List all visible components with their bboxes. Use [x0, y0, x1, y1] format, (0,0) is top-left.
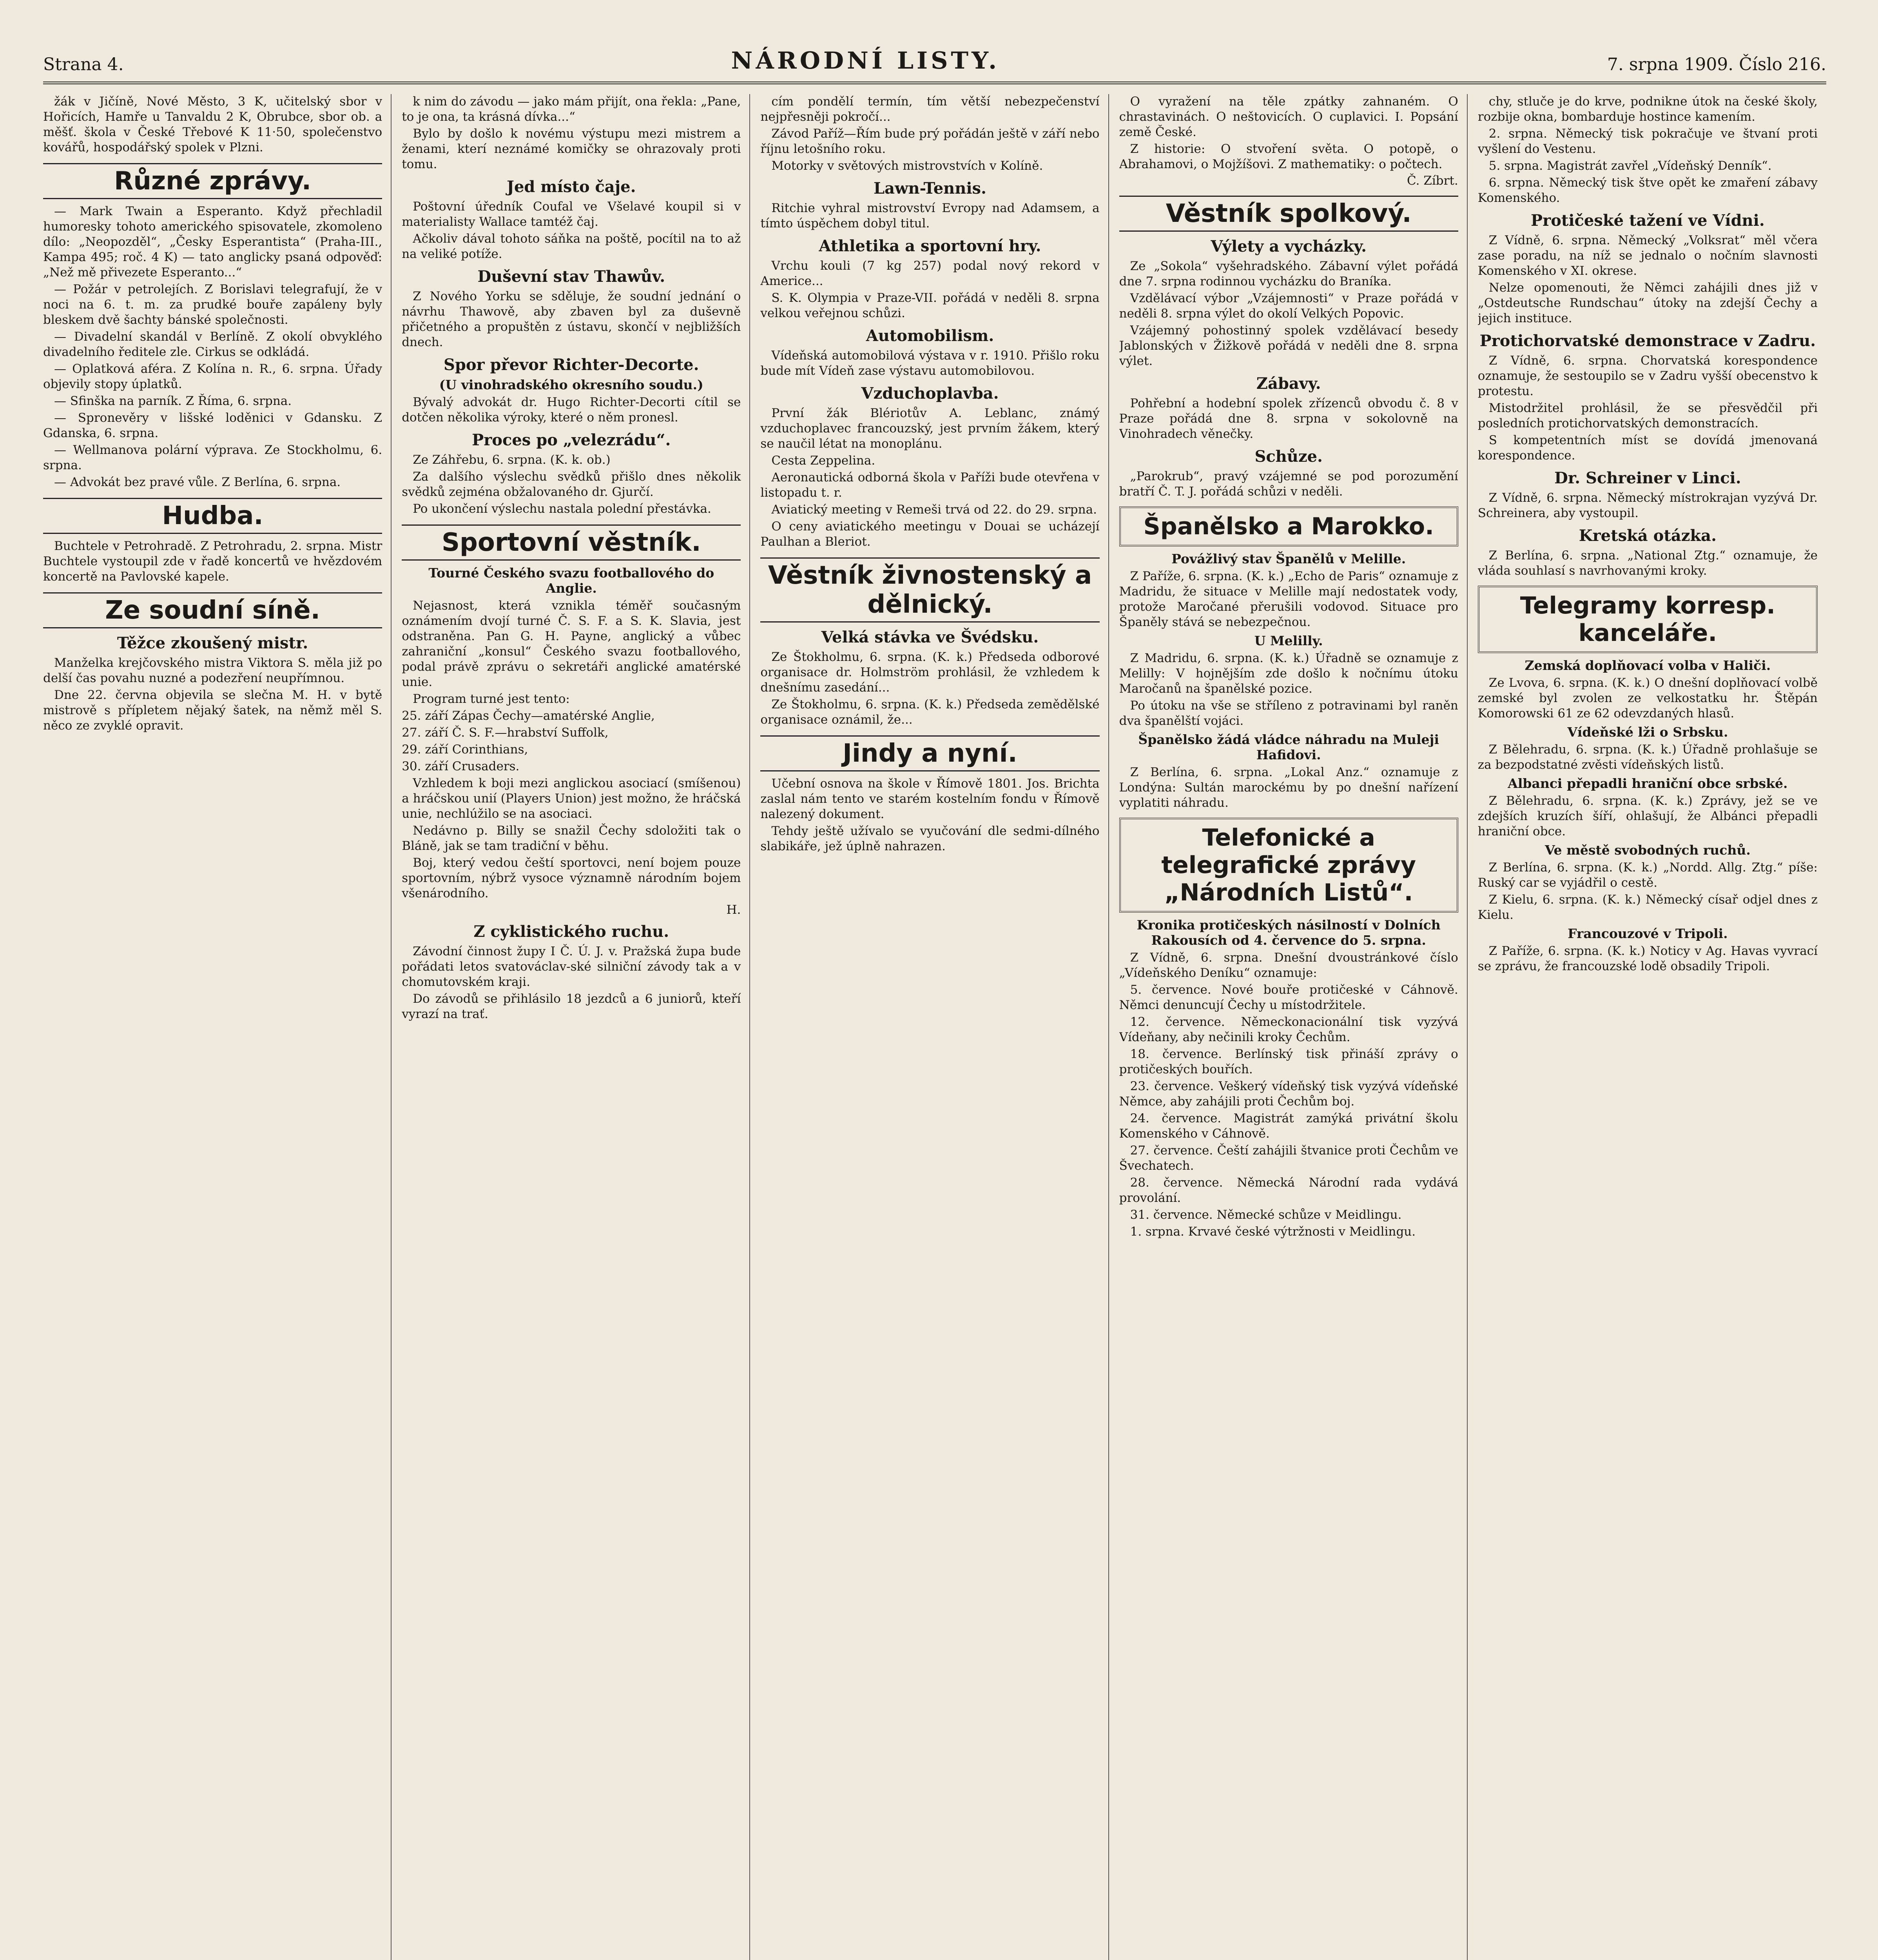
article-paragraph: Vzhledem k boji mezi anglickou asociací (smíšenou) a hráčskou unií (Players Union) jest možno, že hráčská unie, nechlúžilo se na asociaci.: [402, 776, 741, 821]
article-paragraph: Z Vídně, 6. srpna. Německý místrokrajan vyzývá Dr. Schreinera, aby vystoupil.: [1477, 491, 1818, 520]
author-signature: H.: [726, 903, 741, 917]
article-paragraph: — Advokát bez pravé vůle. Z Berlína, 6. srpna.: [54, 475, 341, 489]
article-title: Těžce zkoušený mistr.: [117, 634, 308, 652]
article-title: Vzduchoplavba.: [861, 384, 999, 403]
section-heading-then-and-now: Jindy a nyní.: [760, 735, 1099, 771]
article-paragraph: Vídeňská automobilová výstava v r. 1910. Přišlo roku bude mít Vídeň zase výstavu automobilovou.: [760, 348, 1100, 378]
article-paragraph: Z Bělehradu, 6. srpna. (K. k.) Úřadně prohlašuje se za bezpodstatné zvěsti vídeňských listů.: [1477, 742, 1818, 772]
donation-list: žák v Jičíně, Nové Město, 3 K, učitelský sbor v Hořicích, Hamře u Tanvaldu 2 K, Obrubce, sbor ob. a měšť. škola v České Třebové K 11·50, společenstvo kovářů, hospodářský spolek v Plzni.: [43, 94, 382, 154]
boxed-heading-telegraph: [1119, 818, 1458, 913]
article-title: Tourné Českého svazu footballového do Anglie.: [428, 565, 714, 596]
section-heading-telegraph: Telefonické a telegrafické zprávy „Národních Listů“.: [1161, 824, 1416, 906]
article-paragraph: Boj, který vedou čeští sportovci, není bojem pouze sportovním, nýbrž vysoce významně národním bojem všenárodního.: [402, 856, 741, 900]
article-paragraph: chy, stluče je do krve, podnikne útok na české školy, rozbije okna, bombarduje hostince kamením.: [1477, 94, 1818, 124]
running-head: [43, 31, 1826, 84]
article-title: Ve městě svobodných ruchů.: [1544, 842, 1751, 858]
article-title: Proces po „velezrádu“.: [472, 431, 671, 449]
chronicle-entry: 24. července. Magistrát zamýká privátní školu Komenského v Cáhnově.: [1119, 1111, 1458, 1141]
article-subtitle: (U vinohradského okresního soudu.): [439, 377, 703, 392]
chronicle-entry: 1. srpna. Krvavé české výtržnosti v Meidlingu.: [1130, 1225, 1416, 1239]
article-title: Automobilism.: [866, 327, 994, 345]
article-paragraph: Buchtele v Petrohradě. Z Petrohradu, 2. srpna. Mistr Buchtele vystoupil zde v řadě koncertů ve hvězdovém koncertě na Pavlovské kapele.: [43, 539, 382, 584]
article-paragraph: Mistodržitel prohlásil, že se přesvědčil při posledních protichorvatských demonstracích.: [1477, 401, 1818, 430]
section-heading-trade-labour: Věstník živnostenský a dělnický.: [760, 557, 1099, 622]
article-title: Španělsko žádá vládce náhradu na Muleji Hafidovi.: [1138, 732, 1439, 762]
article-paragraph: — Divadelní skandál v Berlíně. Z okolí obvyklého divadelního ředitele zle. Cirkus se odkládá.: [43, 330, 382, 359]
article-title: Kronika protičeských násilností v Dolních Rakousích od 4. července do 5. srpna.: [1137, 917, 1441, 948]
article-paragraph: Nejasnost, která vznikla téměř současným oznámením dvojí turné Č. S. F. a S. K. Slavia, jest odstraněna. Pan G. H. Payne, anglický a vůbec zahraniční „konsul“ Českého svazu footballového, podal právě zprávu o sekretáři anglické amatérské unie.: [402, 599, 741, 689]
column-1: [43, 94, 392, 1960]
article-paragraph: Ze Štokholmu, 6. srpna. (K. k.) Předseda odborové organisace dr. Holmström prohlásil, že vzhledem k dnešnímu zasedání...: [760, 650, 1100, 695]
article-title: Schůze.: [1254, 447, 1323, 466]
column-grid: [43, 94, 1826, 1960]
article-paragraph: — Spronevěry v lišské loděnici v Gdansku. Z Gdanska, 6. srpna.: [43, 411, 382, 440]
article-paragraph: S. K. Olympia v Praze-VII. pořádá v neděli 8. srpna velkou veřejnou schůzi.: [760, 291, 1100, 320]
fixture-item: 29. září Corinthians,: [402, 742, 528, 757]
article-title: Jed místo čaje.: [507, 178, 636, 196]
article-paragraph: Z Vídně, 6. srpna. Dnešní dvoustránkové číslo „Vídeňského Deníku“ oznamuje:: [1119, 951, 1458, 980]
boxed-heading-spain-morocco: [1119, 506, 1458, 546]
fixture-item: 30. září Crusaders.: [402, 759, 520, 773]
article-paragraph: Poštovní úředník Coufal ve Všelavé koupil si v materialisty Wallace tamtéž čaj.: [402, 200, 741, 229]
fixture-item: 25. září Zápas Čechy—amatérské Anglie,: [402, 709, 655, 723]
article-paragraph: Nedávno p. Billy se snažil Čechy sdoložiti tak o Bláně, jak se tam tradiční v běhu.: [402, 824, 741, 853]
article-paragraph: Z Bělehradu, 6. srpna. (K. k.) Zprávy, jež se ve zdejších kruzích šíří, ohlašují, že Albánci přepadli hraniční obce.: [1477, 794, 1818, 838]
section-heading-courtroom: Ze soudní síně.: [43, 592, 382, 628]
section-heading-misc-news: Různé zprávy.: [43, 163, 382, 199]
article-paragraph: Tehdy ještě užívalo se vyučování dle sedmi-dílného slabikáře, jež úplně nahrazen.: [760, 824, 1100, 853]
article-paragraph: Z Berlína, 6. srpna. „National Ztg.“ oznamuje, že vláda souhlasí s navrhovanými kroky.: [1477, 548, 1818, 578]
issue-date: 7. srpna 1909. Číslo 216.: [1607, 54, 1826, 74]
article-paragraph: S kompetentních míst se dovídá jmenovaná korespondence.: [1477, 433, 1818, 463]
article-paragraph: Ze Lvova, 6. srpna. (K. k.) O dnešní doplňovací volbě zemské byl zvolen ze velkostatku hr. Štěpán Komorowski 61 ze 62 odevzdaných hlasů.: [1477, 676, 1818, 720]
article-title: Zábavy.: [1256, 374, 1321, 393]
article-paragraph: — Oplatková aféra. Z Kolína n. R., 6. srpna. Úřady objevily stopy úplatků.: [43, 362, 382, 391]
article-paragraph: Z Berlína, 6. srpna. (K. k.) „Nordd. Allg. Ztg.“ píše: Ruský car se vyjádřil o cestě.: [1477, 860, 1818, 890]
article-title: Povážlivý stav Španělů v Melille.: [1171, 551, 1406, 566]
section-heading-telegrams: Telegramy korresp. kanceláře.: [1520, 592, 1776, 647]
article-paragraph: Vzdělávací výbor „Vzájemnosti“ v Praze pořádá v neděli 8. srpna výlet do okolí Velkých Popovic.: [1119, 291, 1458, 321]
article-title: Zemská doplňovací volba v Haliči.: [1525, 658, 1771, 673]
article-paragraph: Do závodů se přihlásilo 18 jezdců a 6 juniorů, kteří vyrazí na trať.: [402, 992, 741, 1021]
chronicle-entry: 18. července. Berlínský tisk přináší zprávy o protičeských bouřích.: [1119, 1047, 1458, 1076]
fixture-item: 27. září Č. S. F.—hrabství Suffolk,: [402, 726, 609, 740]
chronicle-entry: 12. července. Německonacionální tisk vyzývá Vídeňany, aby nečinili kroky Čechům.: [1119, 1015, 1458, 1044]
article-paragraph: O ceny aviatického meetingu v Douai se ucházejí Paulhan a Bleriot.: [760, 519, 1100, 549]
article-paragraph: Z Paříže, 6. srpna. (K. k.) Noticy v Ag. Havas vyvrací se zprávu, že francouzské lodě obsadily Tripoli.: [1477, 944, 1818, 973]
article-paragraph: Závodní činnost župy I Č. Ú. J. v. Pražská župa bude pořádati letos svatováclav-ské silniční závody tak a v chomutovském kraji.: [402, 944, 741, 989]
author-signature: Č. Zíbrt.: [1407, 174, 1458, 188]
page-number: Strana 4.: [43, 54, 124, 74]
chronicle-entry: 28. července. Německá Národní rada vydává provolání.: [1119, 1176, 1458, 1205]
article-title: Albanci přepadli hraniční obce srbské.: [1508, 776, 1788, 791]
article-paragraph: cím pondělí termín, tím větší nebezpečenství nejpřesněji pokročí...: [760, 94, 1100, 124]
article-paragraph: Z historie: O stvoření světa. O potopě, o Abrahamovi, o Mojžíšovi. Z mathematiky: o počtech.: [1119, 142, 1458, 171]
article-paragraph: Pohřební a hodební spolek zřízenců obvodu č. 8 v Praze pořádá dne 8. srpna v sokolovně na Vinohradech věnečky.: [1119, 396, 1458, 441]
article-paragraph: Cesta Zeppelina.: [771, 454, 876, 468]
chronicle-entry: 23. července. Veškerý vídeňský tisk vyzývá vídeňské Němce, aby zahájili proti Čechům boj.: [1119, 1079, 1458, 1109]
masthead: NÁRODNÍ LISTY.: [731, 47, 1000, 74]
article-paragraph: Z Vídně, 6. srpna. Německý „Volksrat“ měl včera zase poradu, na níž se jednalo o nočním slavnosti Komenského v XI. okrese.: [1477, 233, 1818, 278]
article-paragraph: Bylo by došlo k novému výstupu mezi mistrem a ženami, kterí neznámé komičky se ohrazovaly proti tomu.: [402, 127, 741, 171]
article-paragraph: První žák Blériotův A. Leblanc, známý vzduchoplavec francouzský, jest prvním žákem, který se naučil létat na monoplánu.: [760, 406, 1100, 451]
article-title: Dr. Schreiner v Linci.: [1554, 469, 1741, 487]
article-paragraph: Vzájemný pohostinný spolek vzdělávací besedy Jablonských v Žižkově pořádá v neděli dne 8. srpna výlet.: [1119, 323, 1458, 368]
article-paragraph: Z Madridu, 6. srpna. (K. k.) Úřadně se oznamuje z Melilly: V hojnějším zde došlo k nočnímu útoku Maročanů na španělské pozice.: [1119, 651, 1458, 696]
article-title: Duševní stav Thawův.: [477, 267, 665, 286]
article-title: Kretská otázka.: [1579, 526, 1717, 545]
article-paragraph: Aviatický meeting v Remeši trvá od 22. do 29. srpna.: [771, 503, 1097, 517]
article-paragraph: Bývalý advokát dr. Hugo Richter-Decorti cítil se dotčen několika výroky, které o něm pronesl.: [402, 395, 741, 425]
chronicle-entry: 6. srpna. Německý tisk štve opět ke zmaření zábavy Komenského.: [1477, 176, 1818, 205]
article-title: Athletika a sportovní hry.: [819, 237, 1041, 255]
article-paragraph: Ze Záhřebu, 6. srpna. (K. k. ob.): [413, 453, 611, 467]
article-paragraph: Motorky v světových mistrovstvích v Kolíně.: [771, 159, 1043, 173]
column-3: [760, 94, 1109, 1960]
article-paragraph: Závod Paříž—Řím bude prý pořádán ještě v září nebo říjnu letošního roku.: [760, 127, 1100, 156]
article-paragraph: Za dalšího výslechu svědků přišlo dnes několik svědků zejména obžalovaného dr. Gjurčí.: [402, 470, 741, 499]
article-paragraph: — Wellmanova polární výprava. Ze Stockholmu, 6. srpna.: [43, 443, 382, 472]
section-heading-societies: Věstník spolkový.: [1119, 196, 1458, 232]
article-paragraph: Z Kielu, 6. srpna. (K. k.) Německý císař odjel dnes z Kielu.: [1477, 893, 1818, 922]
article-paragraph: Z Vídně, 6. srpna. Chorvatská korespondence oznamuje, že sestoupilo se v Zadru vyšší obecenstvo k protestu.: [1477, 354, 1818, 398]
article-paragraph: — Mark Twain a Esperanto. Když přechladil humoresky tohoto amerického spisovatele, zkomoleno dílo: „Neopozděl“, „Česky Esperantista“ (Praha-III., Kampa 495; roč. 4 K) — tato anglicky psaná odpověď: „Než mě přivezete Esperanto...“: [43, 204, 382, 279]
column-5: [1478, 94, 1826, 1960]
section-heading-sports: Sportovní věstník.: [402, 524, 741, 561]
chronicle-entry: 31. července. Německé schůze v Meidlingu.: [1130, 1208, 1402, 1222]
article-paragraph: Nelze opomenouti, že Němci zahájili dnes již v „Ostdeutsche Rundschau“ útoky na zdejší Čechy a jejich instituce.: [1477, 281, 1818, 325]
article-paragraph: Po ukončení výslechu nastala polední přestávka.: [413, 502, 711, 516]
article-title: Lawn-Tennis.: [874, 179, 986, 198]
article-paragraph: Po útoku na vše se stříleno z potravinami byl raněn dva španělští vojáci.: [1119, 699, 1458, 728]
article-title: U Melilly.: [1254, 633, 1323, 648]
chronicle-entry: 5. srpna. Magistrát zavřel „Vídeňský Denník“.: [1488, 159, 1772, 173]
article-title: Výlety a vycházky.: [1211, 237, 1367, 256]
article-paragraph: Z Berlína, 6. srpna. „Lokal Anz.“ oznamuje z Londýna: Sultán marockému by po dnešní nařízení vyplatiti náhradu.: [1119, 765, 1458, 810]
article-title: Protičeské tažení ve Vídni.: [1531, 211, 1765, 230]
chronicle-entry: 27. července. Čeští zahájili štvanice proti Čechům ve Švechatech.: [1119, 1143, 1458, 1173]
article-paragraph: Program turné jest tento:: [413, 692, 570, 706]
article-paragraph: k nim do závodu — jako mám přijít, ona řekla: „Pane, to je ona, ta krásná dívka...“: [402, 94, 741, 124]
article-paragraph: Aeronautická odborná škola v Paříži bude otevřena v listopadu t. r.: [760, 470, 1100, 500]
article-paragraph: „Parokrub“, pravý vzájemné se pod porozumění bratří Č. T. J. pořádá schůzi v neděli.: [1119, 469, 1458, 499]
article-paragraph: Ze Štokholmu, 6. srpna. (K. k.) Předseda zemědělské organisace oznámil, že...: [760, 697, 1100, 727]
article-title: Francouzové v Tripoli.: [1568, 926, 1728, 941]
article-title: Z cyklistického ruchu.: [473, 922, 669, 941]
article-paragraph: Ritchie vyhral mistrovství Evropy nad Adamsem, a tímto úspěchem dobyl titul.: [760, 201, 1100, 230]
boxed-heading-telegrams: [1478, 586, 1818, 653]
article-paragraph: Z Paříže, 6. srpna. (K. k.) „Echo de Paris“ oznamuje z Madridu, že situace v Melille mají nedostatek vody, protože Maročané přerušili vodovod. Situace pro Španěly stává se nebezpečnou.: [1119, 569, 1458, 629]
chronicle-entry: 5. července. Nové bouře protičeské v Cáhnově. Němci denuncují Čechy u místodržitele.: [1119, 983, 1458, 1012]
article-paragraph: Učební osnova na škole v Římově 1801. Jos. Brichta zaslal nám tento ve starém kostelním fondu v Římově nalezený dokument.: [760, 777, 1100, 821]
article-title: Velká stávka ve Švédsku.: [821, 628, 1039, 646]
article-paragraph: Ze „Sokola“ vyšehradského. Zábavní výlet pořádá dne 7. srpna rodinnou vycházku do Braníka.: [1119, 259, 1458, 289]
section-heading-music: Hudba.: [43, 498, 382, 534]
section-heading-spain-morocco: Španělsko a Marokko.: [1143, 513, 1434, 540]
article-paragraph: — Požár v petrolejích. Z Borislavi telegrafují, že v noci na 6. t. m. za prudké bouře zapáleny byly bleskem dvě šachty bánské společnosti.: [43, 282, 382, 327]
column-2: [402, 94, 750, 1960]
article-title: Vídeňské lži o Srbsku.: [1567, 724, 1728, 740]
article-paragraph: Vrchu kouli (7 kg 257) podal nový rekord v Americe...: [760, 259, 1100, 288]
article-paragraph: Ačkoliv dával tohoto sáňka na poště, pocítil na to až na veliké potíže.: [402, 232, 741, 261]
article-title: Spor převor Richter-Decorte.: [444, 356, 699, 374]
article-paragraph: O vyražení na těle zpátky zahnaném. O chrastavinách. O neštovicích. O cuplavici. I. Popsání země České.: [1119, 94, 1458, 139]
article-paragraph: — Sfinška na parník. Z Říma, 6. srpna.: [54, 394, 292, 408]
article-paragraph: Z Nového Yorku se sděluje, že soudní jednání o návrhu Thawově, aby zbaven byl za duševně přičetného a propuštěn z ústavu, skončí v nejbližších dnech.: [402, 289, 741, 349]
column-4: [1119, 94, 1468, 1960]
chronicle-entry: 2. srpna. Německý tisk pokračuje ve štvaní proti vyšlení do Vestenu.: [1477, 127, 1818, 156]
article-paragraph: Manželka krejčovského mistra Viktora S. měla již po delší čas povahu nuzné a podezření neupřímnou.: [43, 656, 382, 685]
article-title: Protichorvatské demonstrace v Zadru.: [1479, 332, 1816, 350]
article-paragraph: Dne 22. června objevila se slečna M. H. v bytě mistrově s přípletem nějaký šatek, na němž měl S. něco ze zvyklé opravit.: [43, 688, 382, 733]
